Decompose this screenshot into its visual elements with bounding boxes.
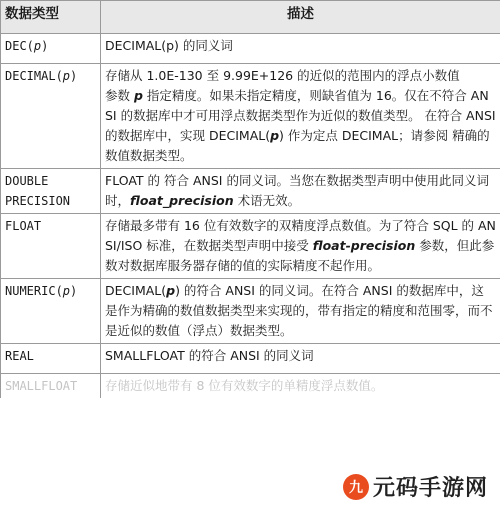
- desc-cell: 存储近似地带有 8 位有效数字的单精度浮点数值。: [101, 374, 500, 399]
- desc-cell: 存储从 1.0E-130 至 9.99E+126 的近似的范围内的浮点小数值 参数 p 指定精度。如果未指定精度，则缺省值为 16。仅在不符合 ANSI 的数据库中才可用浮点数据类型作为近似的数值类型。 在符合 ANSI 的数据库中，实现 DECIMAL(p) 作为定点 DECIMAL；请参阅 精确的数值数据类型。: [101, 64, 500, 169]
- table-row: [1, 214, 500, 279]
- header-type: 数据类型: [1, 1, 101, 34]
- desc-cell: SMALLFLOAT 的符合 ANSI 的同义词: [101, 344, 500, 374]
- desc-cell: FLOAT 的 符合 ANSI 的同义词。当您在数据类型声明中使用此同义词时，float_precision 术语无效。: [101, 169, 500, 214]
- type-cell: REAL: [1, 344, 101, 374]
- header-desc: 描述: [101, 1, 500, 34]
- desc-cell: DECIMAL(p) 的符合 ANSI 的同义词。在符合 ANSI 的数据库中，这是作为精确的数值数据类型来实现的，带有指定的精度和范围零，而不是近似的数值（浮点）数据类型。: [101, 279, 500, 344]
- desc-cell: DECIMAL(p) 的同义词: [101, 34, 500, 64]
- table-row: [1, 169, 500, 214]
- type-cell: FLOAT: [1, 214, 101, 279]
- type-cell: DEC(p): [1, 34, 101, 64]
- table-row: [1, 374, 500, 399]
- table-row: [1, 34, 500, 64]
- watermark-logo-icon: 九: [343, 474, 369, 500]
- table-row: [1, 344, 500, 374]
- desc-cell: 存储最多带有 16 位有效数字的双精度浮点数值。为了符合 SQL 的 ANSI/ISO 标准，在数据类型声明中接受 float-precision 参数，但此参数对数据库服务器存储的值的实际精度不起作用。: [101, 214, 500, 279]
- watermark-text: 元码手游网: [372, 476, 488, 501]
- type-cell: SMALLFLOAT: [1, 374, 101, 399]
- type-cell: DOUBLE PRECISION: [1, 169, 101, 214]
- table-row: [1, 64, 500, 169]
- type-cell: NUMERIC(p): [1, 279, 101, 344]
- table-row: [1, 279, 500, 344]
- type-cell: DECIMAL(p): [1, 64, 101, 169]
- watermark: [341, 469, 492, 504]
- header-row: [1, 1, 500, 34]
